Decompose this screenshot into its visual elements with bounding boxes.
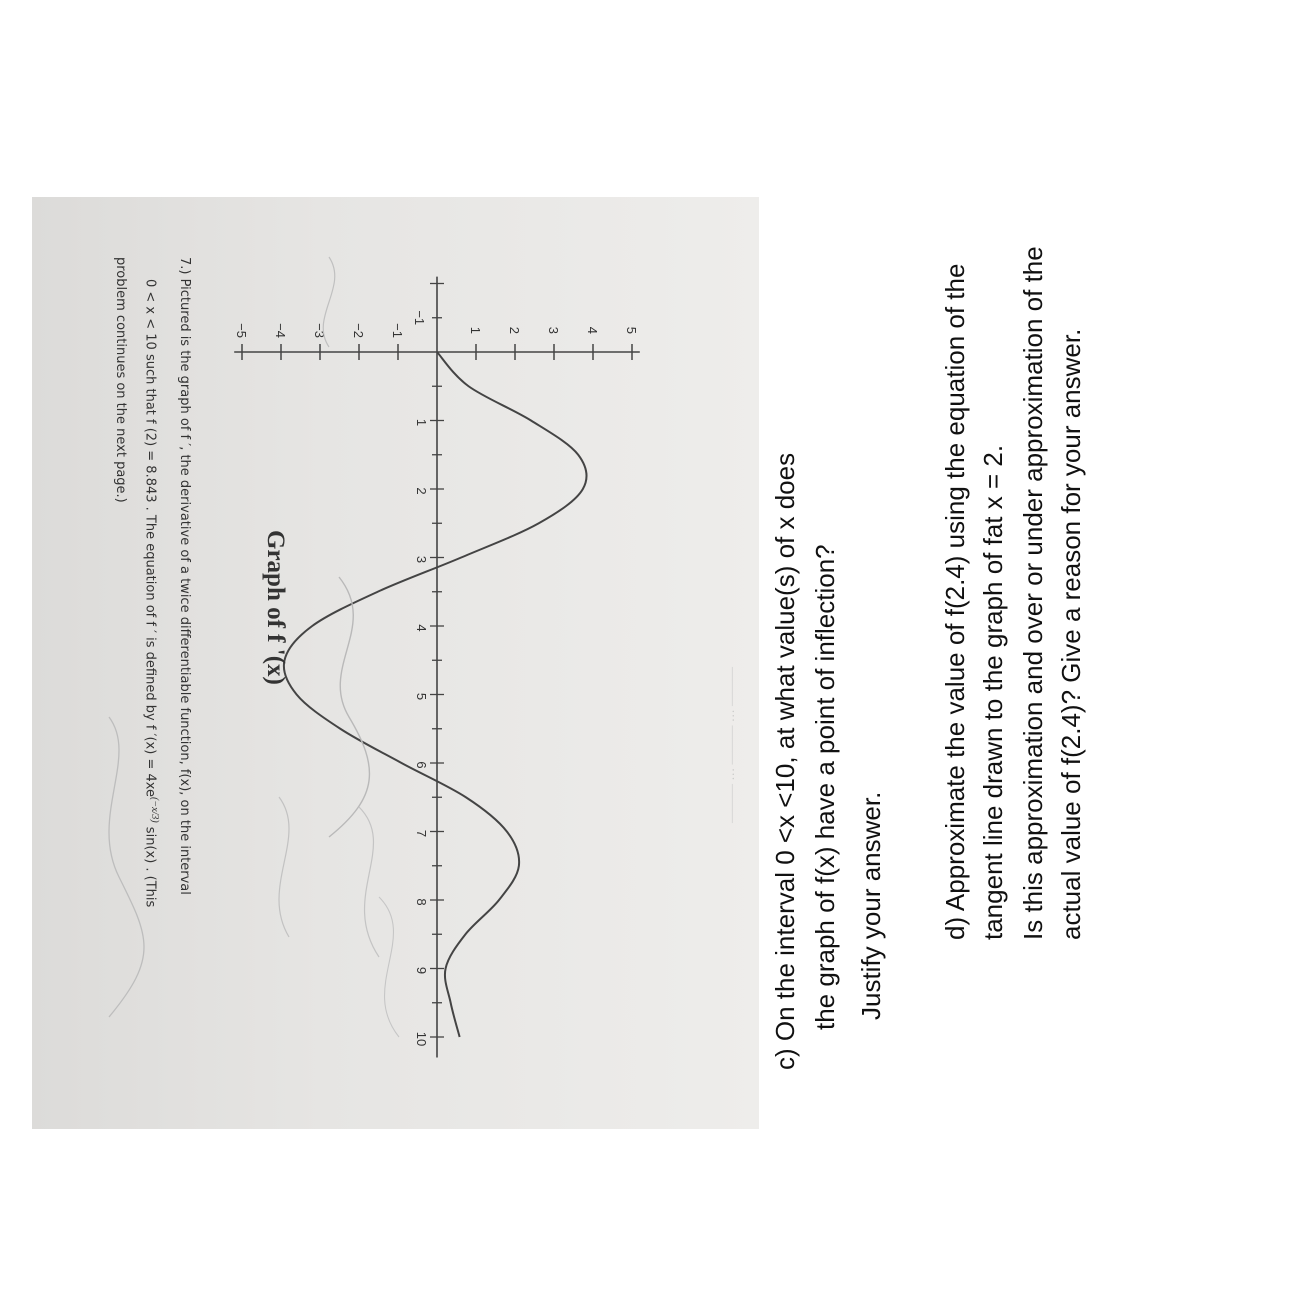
y-tick-label: −2 [351,323,366,338]
x-tick-label: 10 [414,1031,429,1047]
problem-line-2-text: 0 < x < 10 such that f (2) = 8.843 . The equation of f ′ is defined by f ′(x) = 4xe [142,279,158,798]
problem-line-2 [135,257,169,1117]
x-tick-label: 6 [414,761,429,769]
y-tick-label: −3 [312,323,327,338]
x-tick-label: 1 [414,418,429,427]
question-d-line-4: actual value of f(2.4)? Give a reason for your answer. [1056,328,1086,940]
question-d [935,200,1091,1080]
y-tick-label: 3 [546,326,561,334]
x-tick-label: −1 [412,310,427,326]
x-tick-label: 7 [414,829,429,838]
problem-statement [105,257,199,1117]
question-c-line-3: Justify your answer. [856,791,886,1020]
x-tick-label: 4 [414,624,429,632]
y-tick-label: 4 [585,326,600,334]
graph-title: Graph of f '(x) [262,530,289,685]
x-tick-label: 2 [414,487,429,495]
y-tick-label: −5 [234,323,249,338]
y-tick-label: 1 [468,326,483,334]
y-tick-label: −1 [390,323,405,338]
bleed-through-texture: ——— ··· ——— ··· ——— [726,667,741,823]
questions-block [765,200,1086,1080]
worksheet-page [32,197,759,1129]
question-c [765,200,891,1080]
y-tick-label: −4 [273,323,288,338]
problem-line-3: problem continues on the next page.) [112,257,128,503]
y-tick-label: 2 [507,326,522,334]
x-tick-label: 9 [414,966,429,975]
x-tick-label: 3 [414,555,429,564]
problem-line-2-end: sin(x) . (This [142,822,158,908]
x-tick-label: 8 [414,898,429,906]
x-tick-label: 5 [414,692,429,701]
y-tick-label: 5 [624,326,639,334]
graph-axes [234,277,640,1058]
worksheet-photo [32,197,759,1129]
exponent: (−x/3) [149,797,160,823]
question-c-line-2: the graph of f(x) have a point of inflection? [810,544,840,1030]
question-c-line-1: c) On the interval 0 <x <10, at what value(s) of x does [770,452,800,1070]
question-d-line-1: d) Approximate the value of f(2.4) using the equation of the [940,263,970,940]
question-d-line-2: tangent line drawn to the graph of fat x = 2. [978,444,1008,940]
problem-line-1: 7.) Pictured is the graph of f ′, the derivative of a twice differentiable function, f(x), on the interval [177,257,192,895]
question-d-line-3: Is this approximation and over or under approximation of the [1018,246,1048,940]
